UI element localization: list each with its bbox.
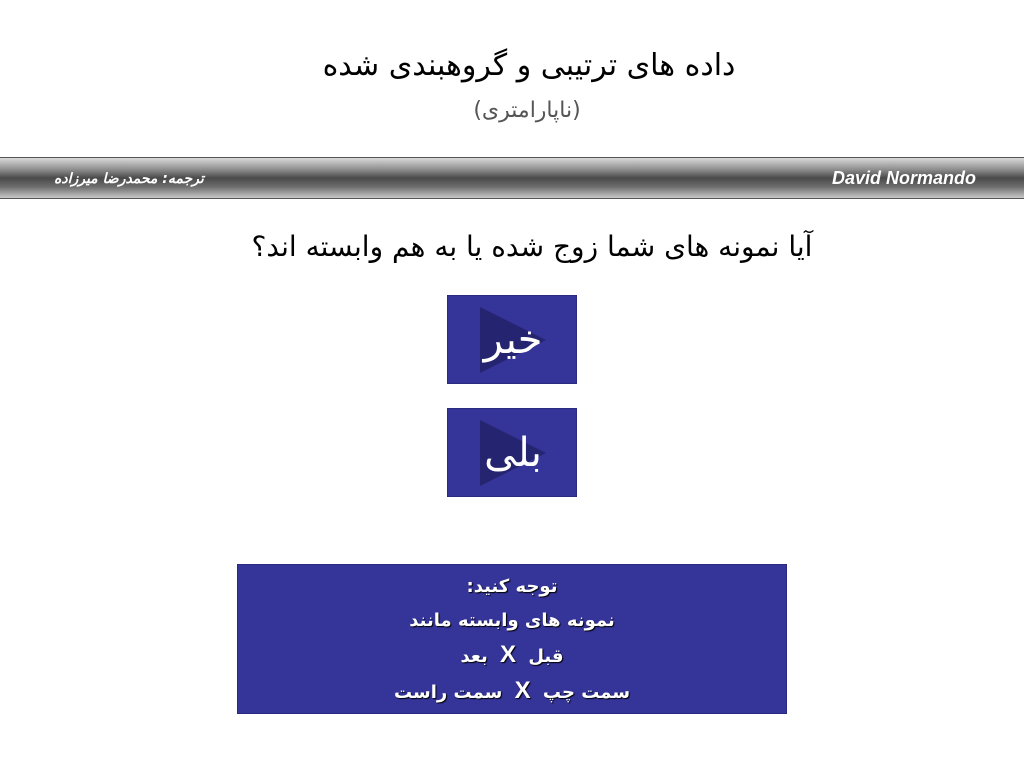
yes-button-label: بلی: [484, 430, 542, 476]
note-pair-left: سمت چپ: [542, 682, 631, 703]
no-button[interactable]: [447, 295, 577, 384]
translator-credit: ترجمه: محمدرضا میرزاده: [54, 171, 204, 187]
note-pair-right: بعد: [460, 646, 488, 667]
note-heading: توجه کنید:: [466, 576, 558, 597]
header-banner: [0, 157, 1024, 199]
no-button-label: خیر: [483, 317, 543, 363]
note-pair-before-after: [238, 638, 786, 674]
note-line: نمونه های وابسته مانند: [409, 610, 615, 631]
question-text: آیا نمونه های شما زوج شده یا به هم وابسته اند؟: [251, 230, 813, 263]
yes-button[interactable]: [447, 408, 577, 497]
note-box: [237, 564, 787, 714]
note-separator: X: [500, 641, 517, 668]
slide-subtitle: (ناپارامتری): [473, 98, 581, 123]
note-pair-left: قبل: [528, 646, 564, 667]
author-credit: David Normando: [831, 168, 976, 188]
slide-title: داده های ترتیبی و گروهبندی شده: [322, 48, 736, 83]
note-separator: X: [514, 677, 531, 704]
note-pair-left-right: [238, 674, 786, 710]
note-pair-right: سمت راست: [393, 682, 503, 703]
